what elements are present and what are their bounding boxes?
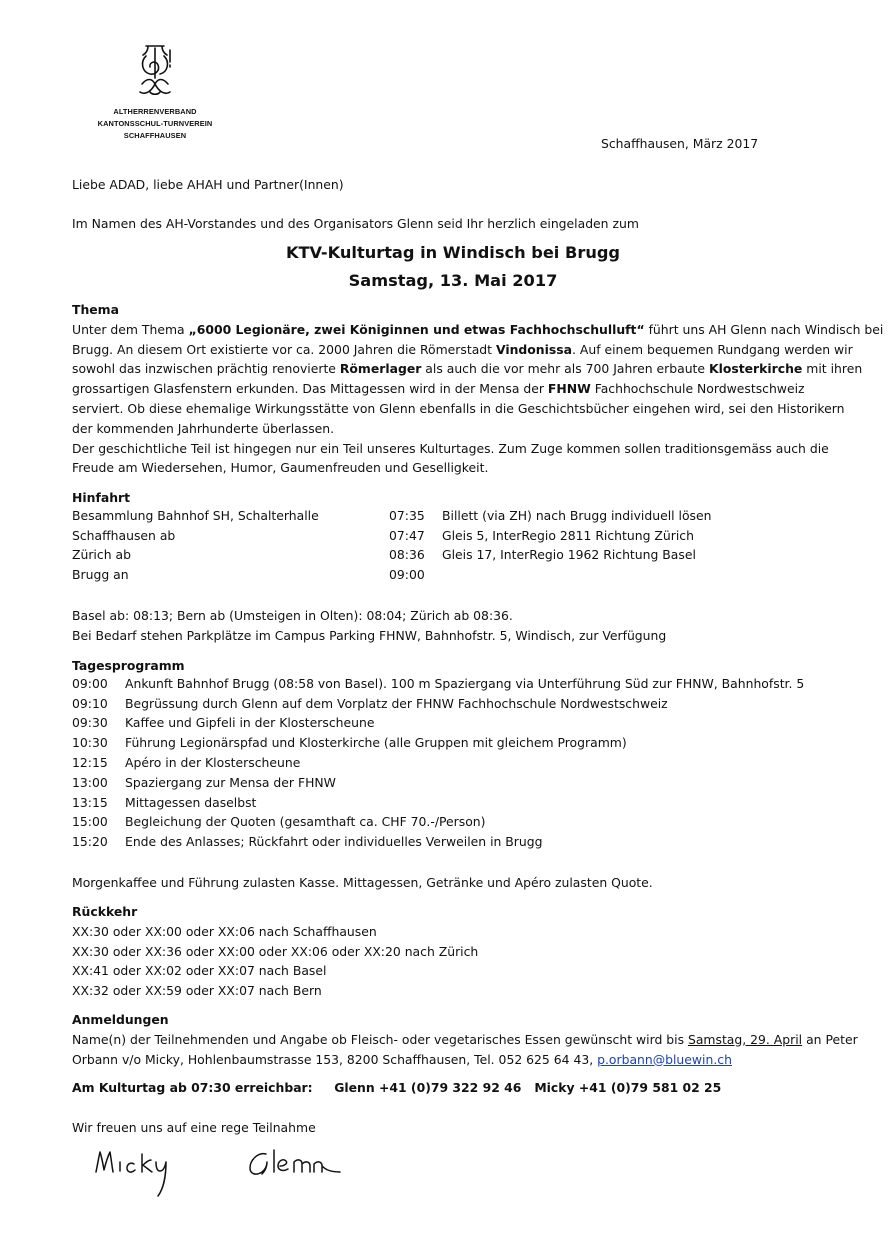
- text: grossartigen Glasfenstern erkunden. Das Mittagessen wird in der Mensa der: [72, 381, 548, 397]
- thema-line: [72, 320, 884, 340]
- tagesprogramm-section: [72, 656, 842, 854]
- desc-cell: Spaziergang zur Mensa der FHNW: [125, 774, 336, 790]
- time-cell: 09:10: [72, 695, 108, 711]
- text: . Auf einem bequemen Rundgang werden wir: [571, 341, 853, 357]
- table-row: [72, 814, 804, 834]
- thema-line: der kommenden Jahrhunderte überlassen.: [72, 420, 335, 436]
- deadline-date: Samstag, 29. April: [687, 1031, 803, 1047]
- time-cell: 13:15: [72, 794, 108, 810]
- org-name-line: SCHAFFHAUSEN: [123, 131, 187, 141]
- desc-cell: Begleichung der Quoten (gesamthaft ca. CHF 70.-/Person): [125, 814, 486, 830]
- dateline: Schaffhausen, März 2017: [601, 136, 759, 151]
- tagesprogramm-heading: Tagesprogramm: [72, 658, 185, 673]
- contact-line: Am Kulturtag ab 07:30 erreichbar: Glenn +41 (0)79 322 92 46 Micky +41 (0)79 581 02 25: [72, 1080, 722, 1095]
- text: mit ihren: [802, 361, 863, 377]
- rueckkehr-section: [72, 902, 842, 1001]
- time-cell: 13:00: [72, 774, 108, 790]
- table-row: [72, 735, 804, 755]
- place-cell: Zürich ab: [72, 547, 131, 563]
- place-cell: Brugg an: [72, 567, 129, 583]
- cost-note: Morgenkaffee und Führung zulasten Kasse. Mittagessen, Getränke und Apéro zulasten Quote.: [72, 875, 653, 890]
- parking-note: Bei Bedarf stehen Parkplätze im Campus Parking FHNW, Bahnhofstr. 5, Windisch, zur Verfügung: [72, 628, 667, 643]
- time-cell: 09:30: [72, 715, 108, 731]
- table-row: [72, 508, 712, 528]
- registration-line: [72, 1050, 842, 1070]
- text: als auch die vor mehr als 700 Jahren erbaute: [421, 361, 709, 377]
- desc-cell: Kaffee und Gipfeli in der Klosterscheune: [125, 715, 375, 731]
- time-cell: 12:15: [72, 754, 108, 770]
- letterhead: [70, 40, 240, 143]
- table-row: [72, 547, 712, 567]
- thema-heading: Thema: [72, 302, 119, 317]
- note-cell: Gleis 17, InterRegio 1962 Richtung Basel: [442, 547, 696, 563]
- desc-cell: Ankunft Bahnhof Brugg (08:58 von Basel). 100 m Spaziergang via Unterführung Süd zur FHNW, Bahnhofstr. 5: [125, 675, 805, 691]
- place-cell: Schaffhausen ab: [72, 527, 176, 543]
- thema-line: [72, 340, 853, 360]
- hinfahrt-section: [72, 488, 842, 587]
- thema-line: [72, 359, 863, 379]
- time-cell: 07:35: [389, 507, 425, 523]
- alt-departures-note: Basel ab: 08:13; Bern ab (Umsteigen in Olten): 08:04; Zürich ab 08:36.: [72, 608, 513, 623]
- table-row: [72, 775, 804, 795]
- rueckkehr-heading: Rückkehr: [72, 904, 138, 919]
- thema-line: serviert. Ob diese ehemalige Wirkungsstätte von Glenn ebenfalls in die Geschichtsbücher eingehen wird, sei den Historikern: [72, 400, 845, 416]
- table-row: [72, 676, 804, 696]
- time-cell: 09:00: [72, 675, 108, 691]
- klosterkirche-label: Klosterkirche: [708, 361, 803, 377]
- return-line: XX:41 oder XX:02 oder XX:07 nach Basel: [72, 963, 327, 979]
- table-row: [72, 567, 712, 587]
- note-cell: Billett (via ZH) nach Brugg individuell lösen: [442, 507, 712, 523]
- roemerlager-label: Römerlager: [339, 361, 422, 377]
- time-cell: 15:20: [72, 834, 108, 850]
- closing-text: Wir freuen uns auf eine rege Teilnahme: [72, 1120, 316, 1135]
- anmeldungen-heading: Anmeldungen: [72, 1012, 169, 1027]
- desc-cell: Apéro in der Klosterscheune: [125, 754, 301, 770]
- text: Orbann v/o Micky, Hohlenbaumstrasse 153, 8200 Schaffhausen, Tel. 052 625 64 43,: [72, 1051, 598, 1067]
- theme-quote: „6000 Legionäre, zwei Königinnen und etwas Fachhochschulluft“: [188, 321, 645, 337]
- thema-line: Freude am Wiedersehen, Humor, Gaumenfreuden und Geselligkeit.: [72, 460, 489, 476]
- return-line: XX:32 oder XX:59 oder XX:07 nach Bern: [72, 983, 322, 999]
- desc-cell: Begrüssung durch Glenn auf dem Vorplatz der FHNW Fachhochschule Nordwestschweiz: [125, 695, 668, 711]
- tagesprogramm-table: [72, 676, 804, 854]
- table-row: [72, 834, 804, 854]
- event-date: Samstag, 13. Mai 2017: [348, 271, 558, 290]
- text: Brugg. An diesem Ort existierte vor ca. 2000 Jahren die Römerstadt: [72, 341, 496, 357]
- email-link[interactable]: p.orbann@bluewin.ch: [597, 1051, 732, 1067]
- signature-glenn: [250, 1150, 340, 1174]
- salutation: Liebe ADAD, liebe AHAH und Partner(Innen): [72, 177, 344, 192]
- text: sowohl das inzwischen prächtig renovierte: [72, 361, 340, 377]
- vindonissa-label: Vindonissa: [495, 341, 572, 357]
- signatures: [90, 1140, 390, 1210]
- org-name-line: KANTONSSCHUL-TURNVEREIN: [97, 119, 213, 129]
- registration-line: [72, 1030, 858, 1050]
- table-row: [72, 528, 712, 548]
- table-row: [72, 696, 804, 716]
- time-cell: 10:30: [72, 735, 108, 751]
- table-row: [72, 795, 804, 815]
- thema-line: Der geschichtliche Teil ist hingegen nur ein Teil unseres Kulturtages. Zum Zuge kommen sollen traditionsgemäss auch die: [72, 440, 829, 456]
- text: an Peter: [802, 1031, 858, 1047]
- signature-micky: [96, 1152, 166, 1196]
- note-cell: Gleis 5, InterRegio 2811 Richtung Zürich: [442, 527, 694, 543]
- intro-text: Im Namen des AH-Vorstandes und des Organisators Glenn seid Ihr herzlich eingeladen zum: [72, 216, 639, 231]
- desc-cell: Ende des Anlasses; Rückfahrt oder individuelles Verweilen in Brugg: [125, 834, 543, 850]
- time-cell: 08:36: [389, 547, 425, 563]
- time-cell: 15:00: [72, 814, 108, 830]
- table-row: [72, 755, 804, 775]
- hinfahrt-heading: Hinfahrt: [72, 490, 131, 505]
- return-line: XX:30 oder XX:00 oder XX:06 nach Schaffhausen: [72, 923, 377, 939]
- hinfahrt-table: [72, 508, 712, 587]
- desc-cell: Mittagessen daselbst: [125, 794, 257, 810]
- anmeldungen-section: [72, 1010, 858, 1069]
- note-cell: [442, 567, 712, 587]
- desc-cell: Führung Legionärspfad und Klosterkirche (alle Gruppen mit gleichem Programm): [125, 735, 627, 751]
- time-cell: 09:00: [389, 567, 425, 583]
- text: Fachhochschule Nordwestschweiz: [590, 381, 805, 397]
- return-line: XX:30 oder XX:36 oder XX:00 oder XX:06 oder XX:20 nach Zürich: [72, 943, 479, 959]
- fhnw-label: FHNW: [547, 381, 591, 397]
- text: führt uns AH Glenn nach Windisch bei: [644, 321, 884, 337]
- time-cell: 07:47: [389, 527, 425, 543]
- org-name-line: ALTHERRENVERBAND: [113, 107, 197, 116]
- place-cell: Besammlung Bahnhof SH, Schalterhalle: [72, 507, 319, 523]
- text: Unter dem Thema: [72, 321, 189, 337]
- gymnastics-club-monogram-logo: [132, 40, 178, 100]
- thema-section: [72, 300, 884, 478]
- table-row: [72, 715, 804, 735]
- thema-line: [72, 379, 842, 399]
- text: Name(n) der Teilnehmenden und Angabe ob Fleisch- oder vegetarisches Essen gewünscht wird bis: [72, 1031, 688, 1047]
- event-title: KTV-Kulturtag in Windisch bei Brugg: [285, 243, 621, 262]
